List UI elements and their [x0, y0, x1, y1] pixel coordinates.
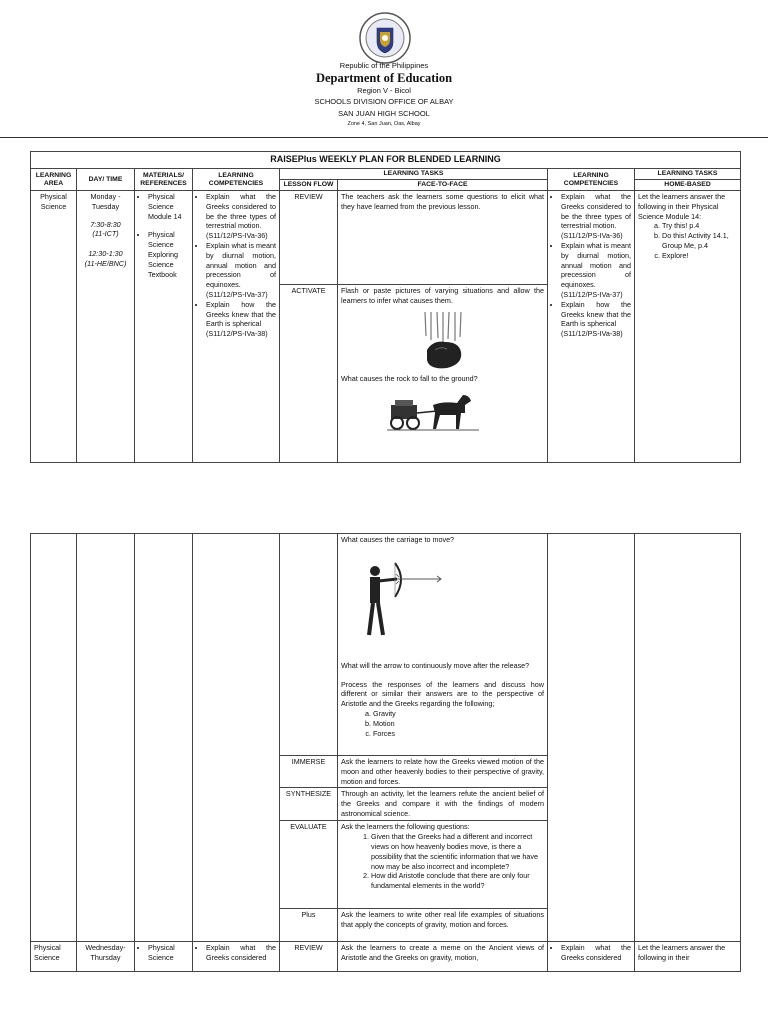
empty-day-cell [77, 534, 135, 942]
competency-code: (S11/12/PS-IVa-37) [561, 289, 623, 299]
evaluate-item: 2. How did Aristotle conclude that there are only four fundamental elements in the world? [371, 871, 544, 891]
process-item: a. Gravity [373, 709, 544, 719]
evaluate-item: 1. Given that the Greeks had a different and incorrect views on how heavenly bodies move, is there a possibility that the scientific information that we have now may be also incorrect and incomplete? [371, 832, 544, 871]
competency-text: Explain what the Greeks considered to be the three types of terrestrial motion. [206, 192, 276, 231]
competency-code: (S11/12/PS-IVa-38) [206, 329, 268, 339]
learning-area-cell [31, 942, 77, 972]
header-learning-tasks-2: LEARNING TASKS [635, 169, 741, 180]
competencies-cell [193, 191, 280, 463]
process-item: c. Forces [373, 729, 544, 739]
competency-item: • Explain what the Greeks considered [561, 943, 631, 963]
weekly-plan-table-2 [30, 533, 741, 972]
lesson-flow-review: REVIEW [280, 191, 338, 285]
competencies-cell-2 [548, 191, 635, 463]
region-line: Region V - Bicol [357, 86, 411, 95]
header-day-time: DAY/ TIME [77, 169, 135, 191]
school-address: Zone 4, San Juan, Oas, Albay [347, 121, 421, 127]
archer-image [359, 561, 443, 637]
class-2: (11-HE/BNC) [84, 258, 127, 268]
day-text: Wednesday- Thursday [85, 943, 126, 963]
empty-area-cell [31, 534, 77, 942]
learning-area-cell [31, 191, 77, 463]
plus-text: Ask the learners to write other real life examples of situations that apply the concepts of gravity, motion and forces. [338, 909, 548, 942]
home-intro: Let the learners answer the following in their Physical Science Module 14: [638, 192, 726, 221]
home-item: b. Do this! Activity 14.1, Group Me, p.4 [662, 231, 737, 251]
home-item: a. Try this! p.4 [662, 221, 737, 231]
learning-area-text: Physical Science [34, 943, 61, 963]
competency-code: (S11/12/PS-IVa-36) [561, 231, 623, 241]
competency-text: Explain how the Greeks knew that the Earth is spherical [206, 299, 276, 329]
day-cell [77, 942, 135, 972]
competency-code: (S11/12/PS-IVa-38) [561, 329, 623, 339]
competency-text: Explain what is meant by diurnal motion, annual motion and precession of equinoxes. [206, 240, 276, 290]
lesson-flow-review: REVIEW [280, 942, 338, 972]
home-based-cell [635, 942, 741, 972]
evaluate-cell [338, 821, 548, 909]
home-text: Let the learners answer the following in their [638, 943, 726, 963]
activate-text: Flash or paste pictures of varying situations and allow the learners to infer what causes them. [341, 286, 544, 305]
lesson-flow-synthesize: SYNTHESIZE [280, 788, 338, 821]
lesson-flow-activate: ACTIVATE [280, 285, 338, 463]
empty-competencies-cell-2 [548, 534, 635, 942]
weekly-plan-table-1 [30, 151, 741, 463]
competency-text: Explain how the Greeks knew that the Earth is spherical [561, 299, 631, 329]
lesson-flow-immerse: IMMERSE [280, 756, 338, 788]
activate-continued-cell [338, 534, 548, 756]
time-1: 7:30-8:30 [90, 219, 121, 229]
home-item: c. Explore! [662, 251, 737, 261]
horse-carriage-image [385, 391, 481, 433]
falling-rock-image [417, 310, 469, 372]
materials-cell [135, 942, 193, 972]
material-item: • Physical Science Exploring Science Textbook [148, 230, 189, 279]
lesson-flow-evaluate: EVALUATE [280, 821, 338, 909]
header-competencies: LEARNING COMPETENCIES [193, 169, 280, 191]
deped-seal-logo [359, 12, 411, 64]
plan-title: RAISEPlus WEEKLY PLAN FOR BLENDED LEARNING [31, 152, 741, 169]
header-lesson-flow: LESSON FLOW [280, 180, 338, 191]
activate-cell [338, 285, 548, 463]
header-face-to-face: FACE-TO-FACE [338, 180, 548, 191]
competency-text: Explain what is meant by diurnal motion, annual motion and precession of equinoxes. [561, 240, 631, 290]
material-item: • Physical Science [148, 943, 189, 963]
header-home-based: HOME-BASED [635, 180, 741, 191]
arrow-question: What will the arrow to continuously move after the release? [341, 660, 530, 670]
materials-cell [135, 191, 193, 463]
class-1: (11-ICT) [92, 229, 119, 239]
lesson-flow-plus: Plus [280, 909, 338, 942]
empty-home-based-cell [635, 534, 741, 942]
home-based-cell [635, 191, 741, 463]
carriage-question: What causes the carriage to move? [341, 535, 455, 544]
learning-area-text: Physical Science [40, 192, 67, 211]
competency-text: Explain what the Greeks considered to be the three types of terrestrial motion. [561, 192, 631, 231]
competencies-cell [193, 942, 280, 972]
competency-item [561, 300, 631, 339]
review-text: The teachers ask the learners some questions to elicit what they have learned from the previous lesson. [338, 191, 548, 285]
competency-item: • Explain what the Greeks considered [206, 943, 276, 963]
header-competencies-2: LEARNING COMPETENCIES [548, 169, 635, 191]
empty-lesson-flow-cell [280, 534, 338, 756]
rock-question: What causes the rock to fall to the ground? [341, 373, 478, 383]
division-line: SCHOOLS DIVISION OFFICE OF ALBAY [314, 97, 454, 106]
header-learning-tasks: LEARNING TASKS [280, 169, 548, 180]
department-name: Department of Education [315, 71, 453, 85]
day-text: Monday - Tuesday [90, 192, 121, 211]
empty-materials-cell [135, 534, 193, 942]
day-time-cell [77, 191, 135, 463]
process-text: Process the responses of the learners and discuss how different or similar their answers are to the perspective of Aristotle and the Greeks regarding the following; [341, 679, 544, 709]
competency-item [561, 241, 631, 300]
time-2: 12:30-1:30 [88, 249, 123, 259]
synthesize-text: Through an activity, let the learners refute the ancient belief of the Greeks and compare it with the findings of modern astronomical science. [338, 788, 548, 821]
review-text: Ask the learners to create a meme on the Ancient views of Aristotle and the Greeks on gravity, motion, [338, 942, 548, 972]
republic-line: Republic of the Philippines [339, 61, 429, 70]
header-rule [0, 137, 768, 138]
material-item: • Physical Science Module 14 [148, 192, 189, 221]
header-learning-area: LEARNING AREA [31, 169, 77, 191]
competency-item [561, 192, 631, 241]
competencies-cell-2 [548, 942, 635, 972]
school-name: SAN JUAN HIGH SCHOOL [338, 109, 430, 118]
competency-code: (S11/12/PS-IVa-37) [206, 289, 268, 299]
competency-item [206, 300, 276, 339]
competency-code: (S11/12/PS-IVa-36) [206, 231, 268, 241]
header-materials: MATERIALS/ REFERENCES [135, 169, 193, 191]
competency-item [206, 241, 276, 300]
process-item: b. Motion [373, 719, 544, 729]
immerse-text: Ask the learners to relate how the Greeks viewed motion of the moon and other heavenly bodies to their perspective of gravity, motion and forces. [338, 756, 548, 788]
evaluate-text: Ask the learners the following questions: [341, 822, 470, 832]
empty-competencies-cell [193, 534, 280, 942]
competency-item [206, 192, 276, 241]
